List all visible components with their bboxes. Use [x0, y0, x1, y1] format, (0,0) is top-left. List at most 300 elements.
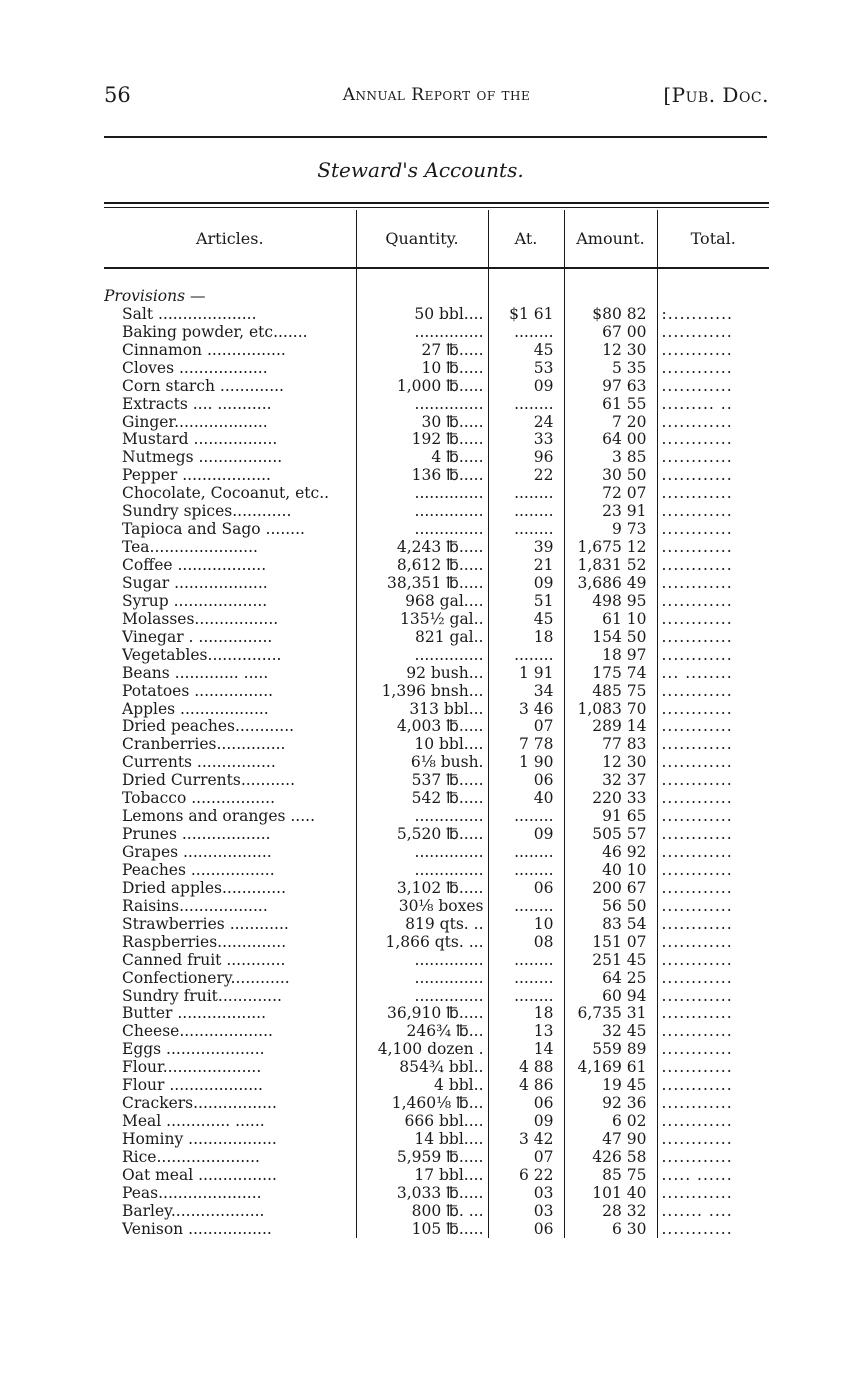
amount-cell: 6 02: [564, 1112, 657, 1130]
total-cell: ............: [657, 592, 769, 610]
amount-cell: 1,675 12: [564, 538, 657, 556]
quantity-cell: 5,959 ℔.....: [356, 1148, 488, 1166]
quantity-cell: 968 gal....: [356, 592, 488, 610]
amount-cell: 32 45: [564, 1022, 657, 1040]
rate-cell: ........: [488, 897, 564, 915]
table-row: [104, 1130, 769, 1148]
rate-cell: ........: [488, 502, 564, 520]
table-row: [104, 1040, 769, 1058]
table-row: [104, 574, 769, 592]
total-cell: ............: [657, 413, 769, 431]
total-cell: ............: [657, 448, 769, 466]
amount-cell: 91 65: [564, 807, 657, 825]
article-cell: Chocolate, Cocoanut, etc..: [122, 484, 330, 503]
section-label: Provisions —: [104, 287, 206, 305]
total-cell: ............: [657, 700, 769, 718]
amount-cell: 1,831 52: [564, 556, 657, 574]
amount-cell: 559 89: [564, 1040, 657, 1058]
table-row: [104, 825, 769, 843]
rate-cell: ........: [488, 646, 564, 664]
table-row: [104, 502, 769, 520]
total-cell: ............: [657, 771, 769, 789]
article-cell: Raisins..................: [122, 896, 268, 915]
article-cell: Tapioca and Sago ........: [122, 520, 305, 539]
article-cell: Dried peaches............: [122, 717, 295, 736]
rate-cell: 13: [488, 1022, 564, 1040]
table-row: [104, 305, 769, 323]
total-cell: ............: [657, 861, 769, 879]
rate-cell: 06: [488, 1094, 564, 1112]
col-header-quantity: Quantity.: [356, 210, 488, 268]
total-cell: ............: [657, 1112, 769, 1130]
quantity-cell: ..............: [356, 951, 488, 969]
running-title: Annual Report of the: [342, 85, 531, 105]
amount-cell: 7 20: [564, 413, 657, 431]
article-cell: Canned fruit ............: [122, 950, 286, 969]
article-cell: Extracts .... ...........: [122, 394, 272, 413]
article-cell: Coffee ..................: [122, 556, 267, 574]
article-cell: Vinegar . ...............: [122, 627, 273, 646]
rate-cell: 03: [488, 1202, 564, 1220]
total-cell: ............: [657, 897, 769, 915]
quantity-cell: ..............: [356, 323, 488, 341]
table-row: [104, 753, 769, 771]
table-row: [104, 556, 769, 574]
table-row: [104, 466, 769, 484]
quantity-cell: 192 ℔.....: [356, 431, 488, 449]
table-row: [104, 610, 769, 628]
article-cell: Hominy ..................: [122, 1130, 277, 1148]
quantity-cell: 800 ℔. ...: [356, 1202, 488, 1220]
accounts-table: [104, 210, 769, 1238]
article-cell: Cinnamon ................: [122, 340, 286, 359]
total-cell: ............: [657, 1040, 769, 1058]
rate-cell: 96: [488, 448, 564, 466]
quantity-cell: 27 ℔.....: [356, 341, 488, 359]
quantity-cell: ..............: [356, 484, 488, 502]
total-cell: ............: [657, 359, 769, 377]
quantity-cell: 313 bbl...: [356, 700, 488, 718]
table-header-row: [104, 210, 769, 268]
article-cell: Grapes ..................: [122, 843, 272, 861]
rate-cell: 22: [488, 466, 564, 484]
amount-cell: 64 00: [564, 431, 657, 449]
total-cell: ..... ......: [657, 1166, 769, 1184]
table-row: [104, 1202, 769, 1220]
table-row: [104, 1058, 769, 1076]
table-row: [104, 341, 769, 359]
table-row: [104, 323, 769, 341]
rate-cell: 24: [488, 413, 564, 431]
table-top-rule-thick: [104, 202, 769, 204]
article-cell: Flour....................: [122, 1058, 262, 1077]
article-cell: Eggs ....................: [122, 1040, 265, 1059]
table-row: [104, 807, 769, 825]
quantity-cell: 136 ℔.....: [356, 466, 488, 484]
rate-cell: ........: [488, 861, 564, 879]
amount-cell: 92 36: [564, 1094, 657, 1112]
article-cell: Beans ............. .....: [122, 663, 269, 682]
rate-cell: 40: [488, 789, 564, 807]
quantity-cell: ..............: [356, 502, 488, 520]
rate-cell: 3 46: [488, 700, 564, 718]
table-row: [104, 1220, 769, 1238]
quantity-cell: 1,000 ℔.....: [356, 377, 488, 395]
table-row: [104, 359, 769, 377]
amount-cell: 6,735 31: [564, 1005, 657, 1023]
total-cell: ............: [657, 807, 769, 825]
total-cell: ............: [657, 1130, 769, 1148]
quantity-cell: 4,003 ℔.....: [356, 718, 488, 736]
rate-cell: 1 91: [488, 664, 564, 682]
table-row: [104, 700, 769, 718]
total-cell: ............: [657, 377, 769, 395]
quantity-cell: ..............: [356, 969, 488, 987]
quantity-cell: ..............: [356, 395, 488, 413]
rate-cell: 09: [488, 1112, 564, 1130]
article-cell: Nutmegs .................: [122, 448, 283, 467]
article-cell: Pepper ..................: [122, 466, 271, 485]
total-cell: ............: [657, 520, 769, 538]
total-cell: ............: [657, 1076, 769, 1094]
total-cell: ............: [657, 1184, 769, 1202]
rate-cell: 09: [488, 574, 564, 592]
rate-cell: 09: [488, 377, 564, 395]
article-cell: Flour ...................: [122, 1076, 263, 1095]
amount-cell: 101 40: [564, 1184, 657, 1202]
amount-cell: 9 73: [564, 520, 657, 538]
rate-cell: ........: [488, 969, 564, 987]
total-cell: ............: [657, 718, 769, 736]
amount-cell: 61 10: [564, 610, 657, 628]
article-cell: Cloves ..................: [122, 358, 268, 377]
page-number: 56: [104, 83, 131, 107]
article-cell: Peaches .................: [122, 861, 275, 879]
rate-cell: ........: [488, 843, 564, 861]
quantity-cell: 1,460⅛ ℔...: [356, 1094, 488, 1112]
amount-cell: 426 58: [564, 1148, 657, 1166]
amount-cell: 3,686 49: [564, 574, 657, 592]
amount-cell: 200 67: [564, 879, 657, 897]
quantity-cell: 819 qts. ..: [356, 915, 488, 933]
article-cell: Potatoes ................: [122, 681, 274, 700]
quantity-cell: ..............: [356, 646, 488, 664]
table-row: [104, 1094, 769, 1112]
table-row: [104, 789, 769, 807]
section-title: Steward's Accounts.: [317, 158, 524, 182]
rate-cell: 10: [488, 915, 564, 933]
quantity-cell: 10 bbl....: [356, 735, 488, 753]
article-cell: Ginger...................: [122, 412, 268, 431]
total-cell: ............: [657, 610, 769, 628]
amount-cell: 23 91: [564, 502, 657, 520]
table-row: [104, 520, 769, 538]
quantity-cell: 821 gal..: [356, 628, 488, 646]
quantity-cell: 1,396 bnsh...: [356, 682, 488, 700]
amount-cell: 151 07: [564, 933, 657, 951]
table-row: [104, 1184, 769, 1202]
table-row: [104, 915, 769, 933]
quantity-cell: ..............: [356, 987, 488, 1005]
amount-cell: 67 00: [564, 323, 657, 341]
rate-cell: 14: [488, 1040, 564, 1058]
table-row: [104, 969, 769, 987]
total-cell: ............: [657, 987, 769, 1005]
amount-cell: 154 50: [564, 628, 657, 646]
amount-cell: 61 55: [564, 395, 657, 413]
table-row: [104, 771, 769, 789]
total-cell: ............: [657, 628, 769, 646]
rate-cell: ........: [488, 951, 564, 969]
total-cell: ............: [657, 951, 769, 969]
quantity-cell: 135½ gal..: [356, 610, 488, 628]
total-cell: ............: [657, 466, 769, 484]
rate-cell: 09: [488, 825, 564, 843]
table-row: [104, 413, 769, 431]
quantity-cell: 4,243 ℔.....: [356, 538, 488, 556]
col-header-amount: Amount.: [564, 210, 657, 268]
quantity-cell: 14 bbl....: [356, 1130, 488, 1148]
rate-cell: 21: [488, 556, 564, 574]
amount-cell: 46 92: [564, 843, 657, 861]
quantity-cell: 17 bbl....: [356, 1166, 488, 1184]
total-cell: ............: [657, 502, 769, 520]
amount-cell: 32 37: [564, 771, 657, 789]
total-cell: ............: [657, 556, 769, 574]
quantity-cell: 92 bush...: [356, 664, 488, 682]
table-row: [104, 735, 769, 753]
article-cell: Baking powder, etc.......: [122, 322, 308, 341]
total-cell: ............: [657, 323, 769, 341]
article-cell: Confectionery............: [122, 968, 290, 987]
total-cell: ............: [657, 969, 769, 987]
rate-cell: 39: [488, 538, 564, 556]
article-cell: Syrup ...................: [122, 591, 268, 610]
total-cell: ............: [657, 1022, 769, 1040]
article-cell: Sundry fruit.............: [122, 986, 282, 1005]
table-row: [104, 987, 769, 1005]
quantity-cell: 5,520 ℔.....: [356, 825, 488, 843]
amount-cell: 19 45: [564, 1076, 657, 1094]
table-row: [104, 861, 769, 879]
rate-cell: 7 78: [488, 735, 564, 753]
table-row: [104, 395, 769, 413]
amount-cell: 485 75: [564, 682, 657, 700]
total-cell: ............: [657, 825, 769, 843]
quantity-cell: 3,033 ℔.....: [356, 1184, 488, 1202]
total-cell: ............: [657, 431, 769, 449]
col-header-at: At.: [488, 210, 564, 268]
article-cell: Sundry spices............: [122, 502, 292, 521]
rate-cell: ........: [488, 520, 564, 538]
article-cell: Apples ..................: [122, 699, 269, 718]
rate-cell: ........: [488, 323, 564, 341]
table-row: [104, 843, 769, 861]
quantity-cell: 3,102 ℔.....: [356, 879, 488, 897]
amount-cell: 505 57: [564, 825, 657, 843]
article-cell: Rice.....................: [122, 1148, 260, 1166]
rate-cell: 3 42: [488, 1130, 564, 1148]
quantity-cell: 537 ℔.....: [356, 771, 488, 789]
total-cell: ............: [657, 843, 769, 861]
total-cell: ............: [657, 341, 769, 359]
total-cell: ....... ....: [657, 1202, 769, 1220]
quantity-cell: 854¾ bbl..: [356, 1058, 488, 1076]
table-row: [104, 484, 769, 502]
rate-cell: 1 90: [488, 753, 564, 771]
total-cell: ............: [657, 1148, 769, 1166]
quantity-cell: 36,910 ℔.....: [356, 1005, 488, 1023]
amount-cell: 28 32: [564, 1202, 657, 1220]
rate-cell: 03: [488, 1184, 564, 1202]
article-cell: Sugar ...................: [122, 574, 268, 592]
amount-cell: 12 30: [564, 753, 657, 771]
total-cell: ......... ..: [657, 395, 769, 413]
rate-cell: 18: [488, 1005, 564, 1023]
article-cell: Prunes ..................: [122, 825, 271, 844]
article-cell: Meal ............. ......: [122, 1112, 265, 1131]
table-row: [104, 879, 769, 897]
quantity-cell: 4,100 dozen .: [356, 1040, 488, 1058]
rate-cell: 08: [488, 933, 564, 951]
quantity-cell: ..............: [356, 807, 488, 825]
article-cell: Barley...................: [122, 1201, 265, 1220]
article-cell: Tea......................: [122, 538, 258, 557]
article-cell: Dried Currents...........: [122, 771, 296, 790]
total-cell: ............: [657, 789, 769, 807]
rate-cell: ........: [488, 484, 564, 502]
pub-doc-label: [Pub. Doc.: [663, 83, 769, 107]
table-row: [104, 1112, 769, 1130]
article-cell: Tobacco .................: [122, 789, 276, 808]
article-cell: Strawberries ............: [122, 914, 289, 933]
total-cell: ... ........: [657, 664, 769, 682]
article-cell: Butter ..................: [122, 1004, 267, 1023]
total-cell: ............: [657, 915, 769, 933]
rate-cell: 18: [488, 628, 564, 646]
total-cell: ............: [657, 753, 769, 771]
spacer-row: [104, 268, 769, 287]
total-cell: ............: [657, 646, 769, 664]
table-row: [104, 1022, 769, 1040]
amount-cell: 83 54: [564, 915, 657, 933]
table-body: [104, 268, 769, 1238]
article-cell: Cranberries..............: [122, 735, 286, 754]
amount-cell: 498 95: [564, 592, 657, 610]
table-row: [104, 1166, 769, 1184]
amount-cell: 3 85: [564, 448, 657, 466]
rate-cell: 4 86: [488, 1076, 564, 1094]
quantity-cell: 8,612 ℔.....: [356, 556, 488, 574]
amount-cell: 12 30: [564, 341, 657, 359]
amount-cell: 6 30: [564, 1220, 657, 1238]
amount-cell: 77 83: [564, 735, 657, 753]
total-cell: ............: [657, 933, 769, 951]
amount-cell: 289 14: [564, 718, 657, 736]
table-row: [104, 718, 769, 736]
amount-cell: 85 75: [564, 1166, 657, 1184]
amount-cell: 18 97: [564, 646, 657, 664]
rate-cell: 45: [488, 610, 564, 628]
article-cell: Molasses.................: [122, 609, 279, 628]
rate-cell: ........: [488, 807, 564, 825]
table-row: [104, 897, 769, 915]
amount-cell: 4,169 61: [564, 1058, 657, 1076]
table-row: [104, 682, 769, 700]
quantity-cell: 50 bbl....: [356, 305, 488, 323]
rate-cell: ........: [488, 987, 564, 1005]
quantity-cell: 6⅛ bush.: [356, 753, 488, 771]
quantity-cell: 1,866 qts. ...: [356, 933, 488, 951]
quantity-cell: 105 ℔.....: [356, 1220, 488, 1238]
rate-cell: 4 88: [488, 1058, 564, 1076]
quantity-cell: 542 ℔.....: [356, 789, 488, 807]
total-cell: ............: [657, 484, 769, 502]
amount-cell: 30 50: [564, 466, 657, 484]
article-cell: Oat meal ................: [122, 1165, 277, 1184]
quantity-cell: ..............: [356, 843, 488, 861]
quantity-cell: ..............: [356, 520, 488, 538]
amount-cell: 5 35: [564, 359, 657, 377]
total-cell: :...........: [657, 305, 769, 323]
rate-cell: 33: [488, 431, 564, 449]
total-cell: ............: [657, 1058, 769, 1076]
total-cell: ............: [657, 1220, 769, 1238]
total-cell: ............: [657, 538, 769, 556]
article-cell: Crackers.................: [122, 1094, 277, 1113]
table-row: [104, 1005, 769, 1023]
article-cell: Cheese...................: [122, 1022, 273, 1041]
article-cell: Salt ....................: [122, 304, 257, 323]
rate-cell: $1 61: [488, 305, 564, 323]
table-row: [104, 1076, 769, 1094]
amount-cell: 72 07: [564, 484, 657, 502]
rate-cell: 6 22: [488, 1166, 564, 1184]
rate-cell: 06: [488, 1220, 564, 1238]
page-header: [104, 83, 769, 109]
article-cell: Vegetables...............: [122, 645, 282, 664]
table-row: [104, 664, 769, 682]
total-cell: ............: [657, 735, 769, 753]
article-cell: Peas.....................: [122, 1183, 262, 1202]
rate-cell: 06: [488, 879, 564, 897]
table-row: [104, 377, 769, 395]
quantity-cell: 666 bbl....: [356, 1112, 488, 1130]
amount-cell: 56 50: [564, 897, 657, 915]
amount-cell: 60 94: [564, 987, 657, 1005]
total-cell: ............: [657, 574, 769, 592]
total-cell: ............: [657, 1005, 769, 1023]
amount-cell: 97 63: [564, 377, 657, 395]
table-row: [104, 951, 769, 969]
table-row: [104, 448, 769, 466]
article-cell: Lemons and oranges .....: [122, 807, 316, 826]
quantity-cell: 246¾ ℔...: [356, 1022, 488, 1040]
table-row: [104, 538, 769, 556]
total-cell: ............: [657, 682, 769, 700]
quantity-cell: ..............: [356, 861, 488, 879]
quantity-cell: 30 ℔.....: [356, 413, 488, 431]
table-top-rule-thin: [104, 207, 769, 208]
quantity-cell: 4 ℔.....: [356, 448, 488, 466]
table-row: [104, 431, 769, 449]
quantity-cell: 10 ℔.....: [356, 359, 488, 377]
total-cell: ............: [657, 879, 769, 897]
table-row: [104, 646, 769, 664]
rate-cell: 07: [488, 1148, 564, 1166]
rate-cell: 34: [488, 682, 564, 700]
article-cell: Currents ................: [122, 753, 276, 772]
